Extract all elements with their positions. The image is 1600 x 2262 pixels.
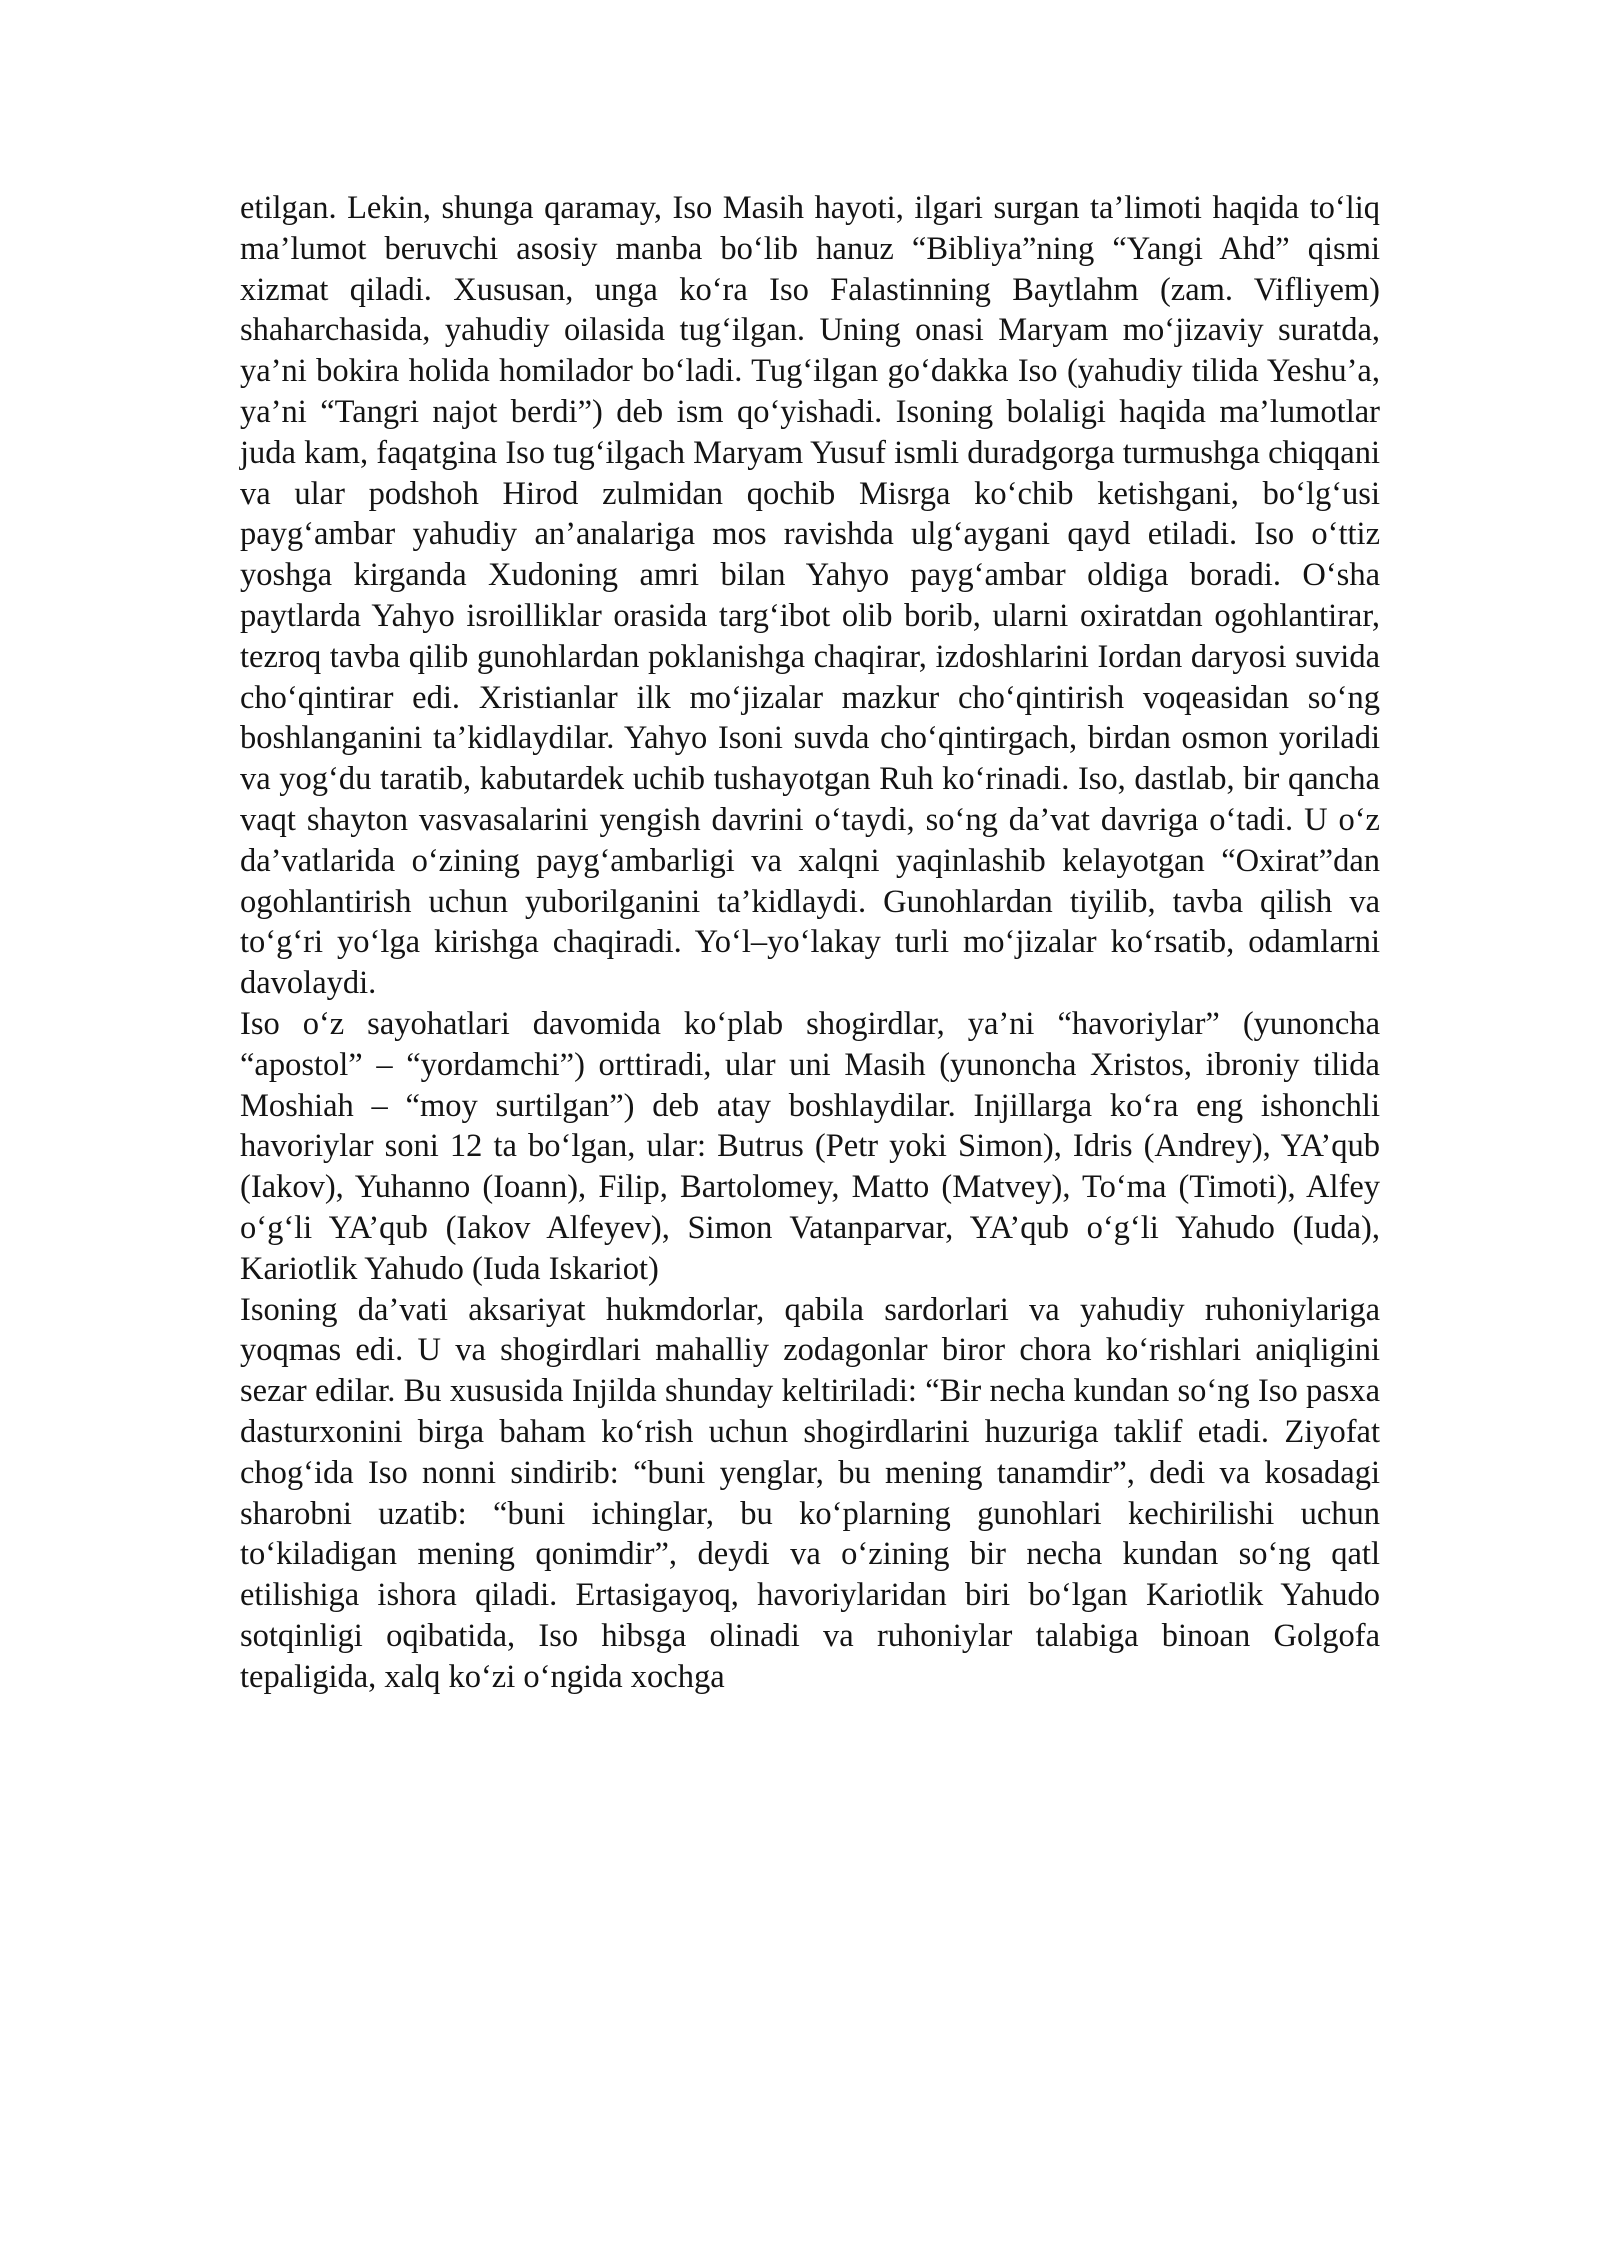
paragraph-1: etilgan. Lekin, shunga qaramay, Iso Masih hayoti, ilgari surgan ta’limoti haqida to‘liq ma’lumot beruvchi asosiy manba bo‘lib hanuz “Bibliya”ning “Yangi Ahd” qismi xizmat qiladi. Xususan, unga ko‘ra Iso Falastinning Baytlahm (zam. Vifliyem) shaharchasida, yahudiy oilasida tug‘ilgan. Uning onasi Maryam mo‘jizaviy suratda, ya’ni bokira holida homilador bo‘ladi. Tug‘ilgan go‘dakka Iso (yahudiy tilida Yeshu’a, ya’ni “Tangri najot berdi”) deb ism qo‘yishadi. Isoning bolaligi haqida ma’lumotlar juda kam, faqatgina Iso tug‘ilgach Maryam Yusuf ismli duradgorga turmushga chiqqani va ular podshoh Hirod zulmidan qochib Misrga ko‘chib ketishgani, bo‘lg‘usi payg‘ambar yahudiy an’analariga mos ravishda ulg‘aygani qayd etiladi. Iso o‘ttiz yoshga kirganda Xudoning amri bilan Yahyo payg‘ambar oldiga boradi. O‘sha paytlarda Yahyo isroilliklar orasida targ‘ibot olib borib, ularni oxiratdan ogohlantirar, tezroq tavba qilib gunohlardan poklanishga chaqirar, izdoshlarini Iordan daryosi suvida cho‘qintirar edi. Xristianlar ilk mo‘jizalar mazkur cho‘qintirish voqeasidan so‘ng boshlanganini ta’kidlaydilar. Yahyo Isoni suvda cho‘qintirgach, birdan osmon yoriladi va yog‘du taratib, kabutardek uchib tushayotgan Ruh ko‘rinadi. Iso, dastlab, bir qancha vaqt shayton vasvasalarini yengish davrini o‘taydi, so‘ng da’vat davriga o‘tadi. U o‘z da’vatlarida o‘zining payg‘ambarligi va xalqni yaqinlashib kelayotgan “Oxirat”dan ogohlantirish uchun yuborilganini ta’kidlaydi. Gunohlardan tiyilib, tavba qilish va to‘g‘ri yo‘lga kirishga chaqiradi. Yo‘l–yo‘lakay turli mo‘jizalar ko‘rsatib, odamlarni davolaydi. xyxy=(240,190,1380,1002)
paragraph-3: Isoning da’vati aksariyat hukmdorlar, qabila sardorlari va yahudiy ruhoniylariga yoqmas edi. U va shogirdlari mahalliy zodagonlar biror chora ko‘rishlari aniqligini sezar edilar. Bu xususida Injilda shunday keltiriladi: “Bir necha kundan so‘ng Iso pasxa dasturxonini birga baham ko‘rish uchun shogirdlarini huzuriga taklif etadi. Ziyofat chog‘ida Iso nonni sindirib: “buni yenglar, bu mening tanamdir”, dedi va kosadagi sharobni uzatib: “buni ichinglar, bu ko‘plarning gunohlari kechirilishi uchun to‘kiladigan mening qonimdir”, deydi va o‘zining bir necha kundan so‘ng qatl etilishiga ishora qiladi. Ertasigayoq, havoriylaridan biri bo‘lgan Kariotlik Yahudo sotqinligi oqibatida, Iso hibsga olinadi va ruhoniylar talabiga binoan Golgofa tepaligida, xalq ko‘zi o‘ngida xochga xyxy=(240,1291,1380,1695)
document-page xyxy=(240,188,1380,1697)
paragraph-2: Iso o‘z sayohatlari davomida ko‘plab shogirdlar, ya’ni “havoriylar” (yunoncha “apostol” – “yordamchi”) orttiradi, ular uni Masih (yunoncha Xristos, ibroniy tilida Moshiah – “moy surtilgan”) deb atay boshlaydilar. Injillarga ko‘ra eng ishonchli havoriylar soni 12 ta bo‘lgan, ular: Butrus (Petr yoki Simon), Idris (Andrey), YA’qub (Iakov), Yuhanno (Ioann), Filip, Bartolomey, Matto (Matvey), To‘ma (Timoti), Alfey o‘g‘li YA’qub (Iakov Alfeyev), Simon Vatanparvar, YA’qub o‘g‘li Yahudo (Iuda), Kariotlik Yahudo (Iuda Iskariot) xyxy=(240,1005,1380,1287)
